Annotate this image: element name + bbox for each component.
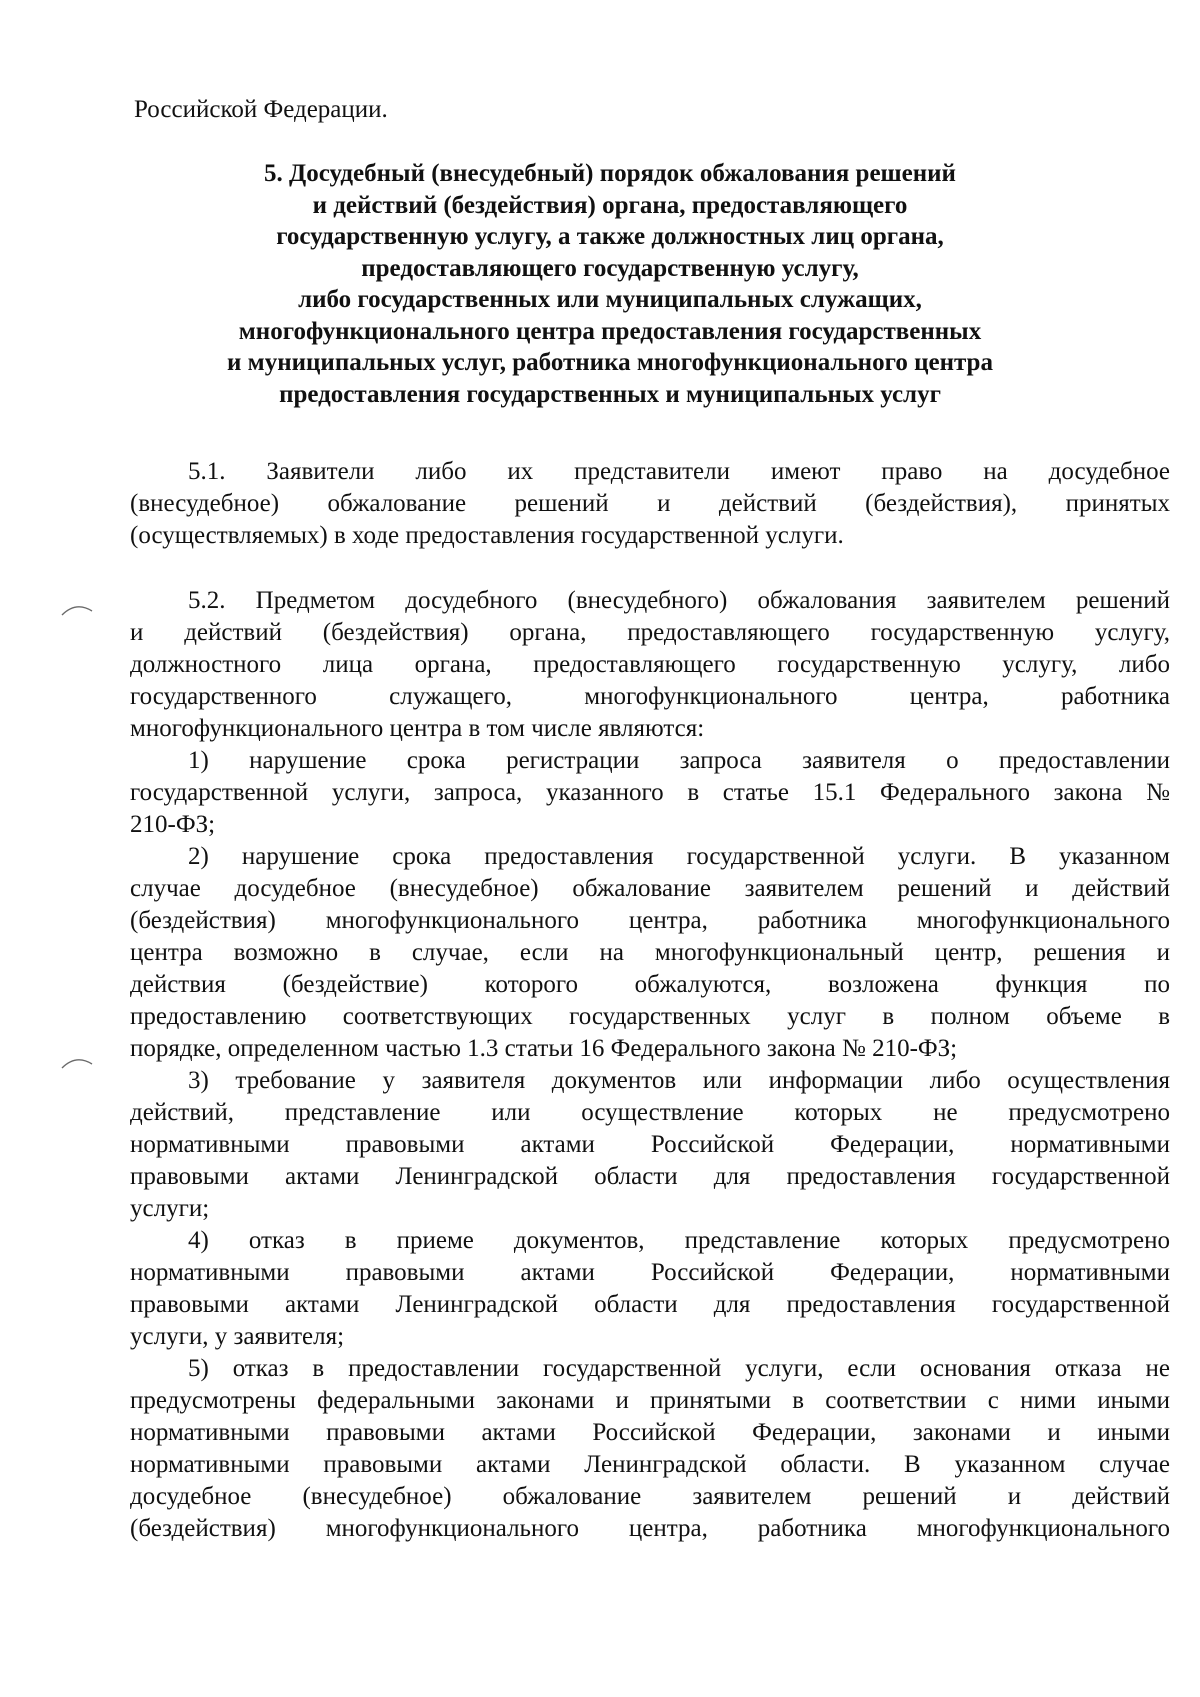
list-item-3-line: действий, представление или осуществление которых не предусмотрено [130, 1099, 1170, 1126]
list-item-2-line: (бездействия) многофункционального центра, работника многофункционального [130, 907, 1170, 934]
list-item-3-line: правовыми актами Ленинградской области для предоставления государственной [130, 1163, 1170, 1190]
text-line: (осуществляемых) в ходе предоставления государственной услуги. [130, 522, 844, 549]
list-item-4-line: услуги, у заявителя; [130, 1323, 345, 1350]
scan-artifact-mark [60, 603, 94, 617]
list-item-2-line: действия (бездействие) которого обжалуются, возложена функция по [130, 971, 1170, 998]
list-item-4-line: нормативными правовыми актами Российской Федерации, нормативными [130, 1259, 1170, 1286]
list-item-5-line: (бездействия) многофункционального центра, работника многофункционального [130, 1515, 1170, 1542]
list-item-3-line: нормативными правовыми актами Российской Федерации, нормативными [130, 1131, 1170, 1158]
heading-line: предоставления государственных и муниципальных услуг [279, 380, 941, 408]
scan-artifact-mark [60, 1056, 94, 1070]
carryover-text: Российской Федерации. [134, 96, 388, 123]
paragraph-5-1 [130, 456, 1170, 552]
list-item-1-line: 210-ФЗ; [130, 811, 216, 838]
paragraph-5-2 [130, 585, 1170, 1545]
list-item-5-line: предусмотрены федеральными законами и принятыми в соответствии с ними иными [130, 1387, 1170, 1414]
text-line: и действий (бездействия) органа, предоставляющего государственную услугу, [130, 619, 1170, 646]
list-item-2-line: 2) нарушение срока предоставления государственной услуги. В указанном [188, 843, 1170, 870]
list-item-4-line: правовыми актами Ленинградской области для предоставления государственной [130, 1291, 1170, 1318]
text-line: 5.1. Заявители либо их представители имеют право на досудебное [188, 458, 1170, 485]
list-item-3-line: 3) требование у заявителя документов или информации либо осуществления [188, 1067, 1170, 1094]
list-item-2-line: центра возможно в случае, если на многофункциональный центр, решения и [130, 939, 1170, 966]
list-item-5-line: досудебное (внесудебное) обжалование заявителем решений и действий [130, 1483, 1170, 1510]
text-line: многофункционального центра в том числе являются: [130, 715, 705, 742]
list-item-5-line: нормативными правовыми актами Российской Федерации, законами и иными [130, 1419, 1170, 1446]
heading-line: и муниципальных услуг, работника многофункционального центра [227, 349, 993, 376]
heading-line: многофункционального центра предоставления государственных [238, 317, 982, 345]
list-item-1-line: 1) нарушение срока регистрации запроса заявителя о предоставлении [188, 747, 1170, 774]
list-item-2-line: предоставлению соответствующих государственных услуг в полном объеме в [130, 1003, 1170, 1030]
text-line: государственного служащего, многофункционального центра, работника [130, 683, 1170, 710]
section-heading [180, 158, 1040, 410]
heading-line: 5. Досудебный (внесудебный) порядок обжалования решений [264, 160, 956, 187]
text-line: (внесудебное) обжалование решений и действий (бездействия), принятых [130, 490, 1170, 517]
list-item-4-line: 4) отказ в приеме документов, представление которых предусмотрено [188, 1227, 1170, 1254]
list-item-5-line: 5) отказ в предоставлении государственной услуги, если основания отказа не [188, 1355, 1170, 1382]
list-item-5-line: нормативными правовыми актами Ленинградской области. В указанном случае [130, 1451, 1170, 1478]
text-line: должностного лица органа, предоставляющего государственную услугу, либо [130, 651, 1170, 678]
heading-line: предоставляющего государственную услугу, [361, 254, 859, 282]
list-item-2-line: случае досудебное (внесудебное) обжалование заявителем решений и действий [130, 875, 1170, 902]
text-line: 5.2. Предметом досудебного (внесудебного) обжалования заявителем решений [188, 587, 1170, 614]
heading-line: государственную услугу, а также должностных лиц органа, [276, 223, 944, 250]
heading-line: либо государственных или муниципальных служащих, [298, 286, 922, 313]
heading-line: и действий (бездействия) органа, предоставляющего [312, 191, 908, 219]
list-item-1-line: государственной услуги, запроса, указанного в статье 15.1 Федерального закона № [130, 779, 1170, 806]
list-item-3-line: услуги; [130, 1195, 210, 1222]
list-item-2-line: порядке, определенном частью 1.3 статьи 16 Федерального закона № 210-ФЗ; [130, 1035, 958, 1062]
